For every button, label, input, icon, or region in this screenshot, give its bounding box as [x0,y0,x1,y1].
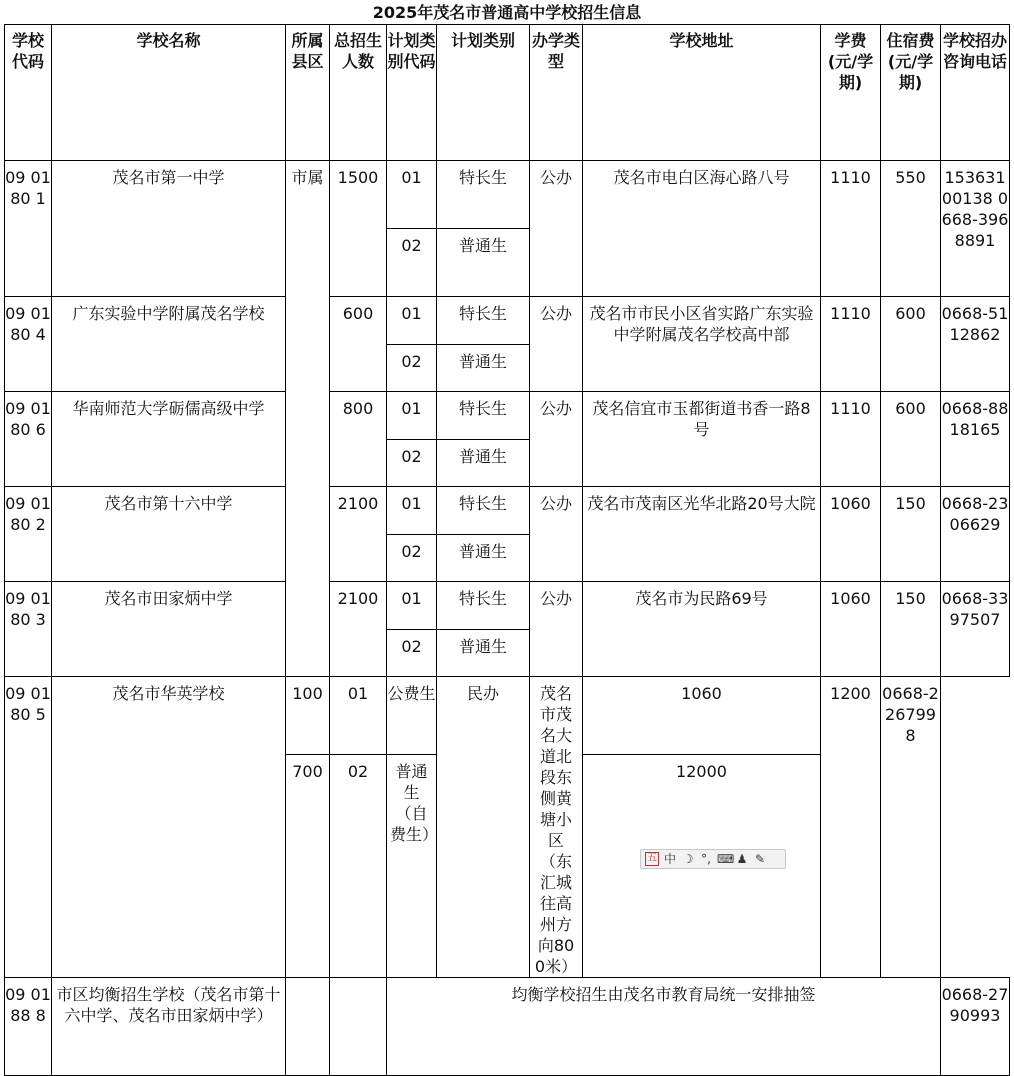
admission-table [4,24,1010,1076]
run-type: 公办 [530,297,583,392]
table-row [5,297,1010,345]
header-plan-code: 计划类别代码 [387,25,437,161]
plan-type: 普通生 [437,535,530,582]
header-row [5,25,1010,161]
plan-type: 特长生 [437,487,530,535]
address: 茂名市茂南区光华北路20号大院 [583,487,821,582]
tuition: 12000 [583,755,821,978]
keyboard-icon[interactable]: ⌨ [717,852,735,866]
plan-type: 普通生 [437,630,530,677]
table-row [5,161,1010,229]
address: 茂名市茂名大道北段东侧黄塘小区（东汇城往高州方向800米） [530,677,583,978]
school-code: 09 01 80 5 [5,677,52,978]
table-row [5,487,1010,535]
plan-code: 01 [330,677,387,755]
settings-wrench-icon[interactable]: ✎ [754,852,766,866]
school-code: 09 01 80 2 [5,487,52,582]
school-code: 09 01 88 8 [5,978,52,1076]
header-total: 总招生人数 [330,25,387,161]
plan-code: 02 [387,229,437,297]
dorm-fee: 1200 [821,677,881,978]
total-enrollment: 1500 [330,161,387,297]
plan-code: 02 [387,535,437,582]
phone: 0668-2306629 [941,487,1010,582]
run-type: 民办 [437,677,530,978]
plan-code: 02 [330,755,387,978]
plan-type: 普通生（自费生） [387,755,437,978]
wubi-icon[interactable]: 五 [647,853,657,864]
run-type: 公办 [530,392,583,487]
tuition: 1060 [821,487,881,582]
plan-code: 02 [387,630,437,677]
address: 茂名信宜市玉都街道书香一路8号 [583,392,821,487]
run-type: 公办 [530,487,583,582]
header-address: 学校地址 [583,25,821,161]
header-district: 所属县区 [286,25,330,161]
plan-code: 01 [387,297,437,345]
header-phone: 学校招办咨询电话 [941,25,1010,161]
tuition: 1060 [583,677,821,755]
plan-type: 特长生 [437,297,530,345]
school-code: 09 01 80 4 [5,297,52,392]
phone: 0668-5112862 [941,297,1010,392]
phone: 0668-2790993 [941,978,1010,1076]
tuition: 1110 [821,297,881,392]
header-name: 学校名称 [52,25,286,161]
page-title: 2025年茂名市普通高中学校招生信息 [372,3,642,22]
address: 茂名市为民路69号 [583,582,821,677]
plan-type: 普通生 [437,229,530,297]
table-row [5,677,1010,755]
address: 茂名市电白区海心路八号 [583,161,821,297]
tuition: 1060 [821,582,881,677]
school-name: 茂名市华英学校 [52,677,286,978]
plan-code: 01 [387,582,437,630]
school-code: 09 01 80 3 [5,582,52,677]
school-name: 华南师范大学砺儒高级中学 [52,392,286,487]
header-run-type: 办学类型 [530,25,583,161]
dorm-fee: 550 [881,161,941,297]
district [286,978,330,1076]
tuition: 1110 [821,392,881,487]
plan-code: 01 [387,487,437,535]
total-enrollment: 800 [330,392,387,487]
phone: 0668-3397507 [941,582,1010,677]
school-name: 广东实验中学附属茂名学校 [52,297,286,392]
district: 市属 [286,161,330,677]
punctuation-icon[interactable]: °, [701,852,711,866]
plan-type: 普通生 [437,345,530,392]
school-name: 市区均衡招生学校（茂名市第十六中学、茂名市田家炳中学） [52,978,286,1076]
run-type: 公办 [530,161,583,297]
plan-code: 02 [387,440,437,487]
plan-type: 公费生 [387,677,437,755]
dorm-fee: 150 [881,487,941,582]
dorm-fee: 600 [881,297,941,392]
plan-type: 普通生 [437,440,530,487]
total-enrollment [330,978,387,1076]
moon-icon[interactable]: ☽ [682,852,694,866]
dorm-fee: 600 [881,392,941,487]
table-row [5,582,1010,630]
run-type: 公办 [530,582,583,677]
user-icon[interactable]: ♟ [736,852,748,866]
tuition: 1110 [821,161,881,297]
address: 茂名市市民小区省实路广东实验中学附属茂名学校高中部 [583,297,821,392]
chinese-mode-icon[interactable]: 中 [663,852,676,866]
phone: 15363100138 0668-3968891 [941,161,1010,297]
total-enrollment: 2100 [330,487,387,582]
table-row [5,978,1010,1076]
balanced-note: 均衡学校招生由茂名市教育局统一安排抽签 [387,978,941,1076]
phone: 0668-2267998 [881,677,941,978]
header-dorm: 住宿费(元/学期) [881,25,941,161]
school-name: 茂名市第一中学 [52,161,286,297]
phone: 0668-8818165 [941,392,1010,487]
total-enrollment: 700 [286,755,330,978]
header-tuition: 学费(元/学期) [821,25,881,161]
plan-code: 01 [387,161,437,229]
school-code: 09 01 80 1 [5,161,52,297]
school-name: 茂名市第十六中学 [52,487,286,582]
plan-type: 特长生 [437,392,530,440]
total-enrollment: 2100 [330,582,387,677]
total-enrollment: 600 [330,297,387,392]
ime-toolbar[interactable] [640,849,786,869]
plan-type: 特长生 [437,582,530,630]
plan-code: 01 [387,392,437,440]
dorm-fee: 150 [881,582,941,677]
header-plan-type: 计划类别 [437,25,530,161]
total-enrollment: 100 [286,677,330,755]
plan-code: 02 [387,345,437,392]
school-code: 09 01 80 6 [5,392,52,487]
plan-type: 特长生 [437,161,530,229]
school-name: 茂名市田家炳中学 [52,582,286,677]
table-row [5,392,1010,440]
header-code: 学校代码 [5,25,52,161]
